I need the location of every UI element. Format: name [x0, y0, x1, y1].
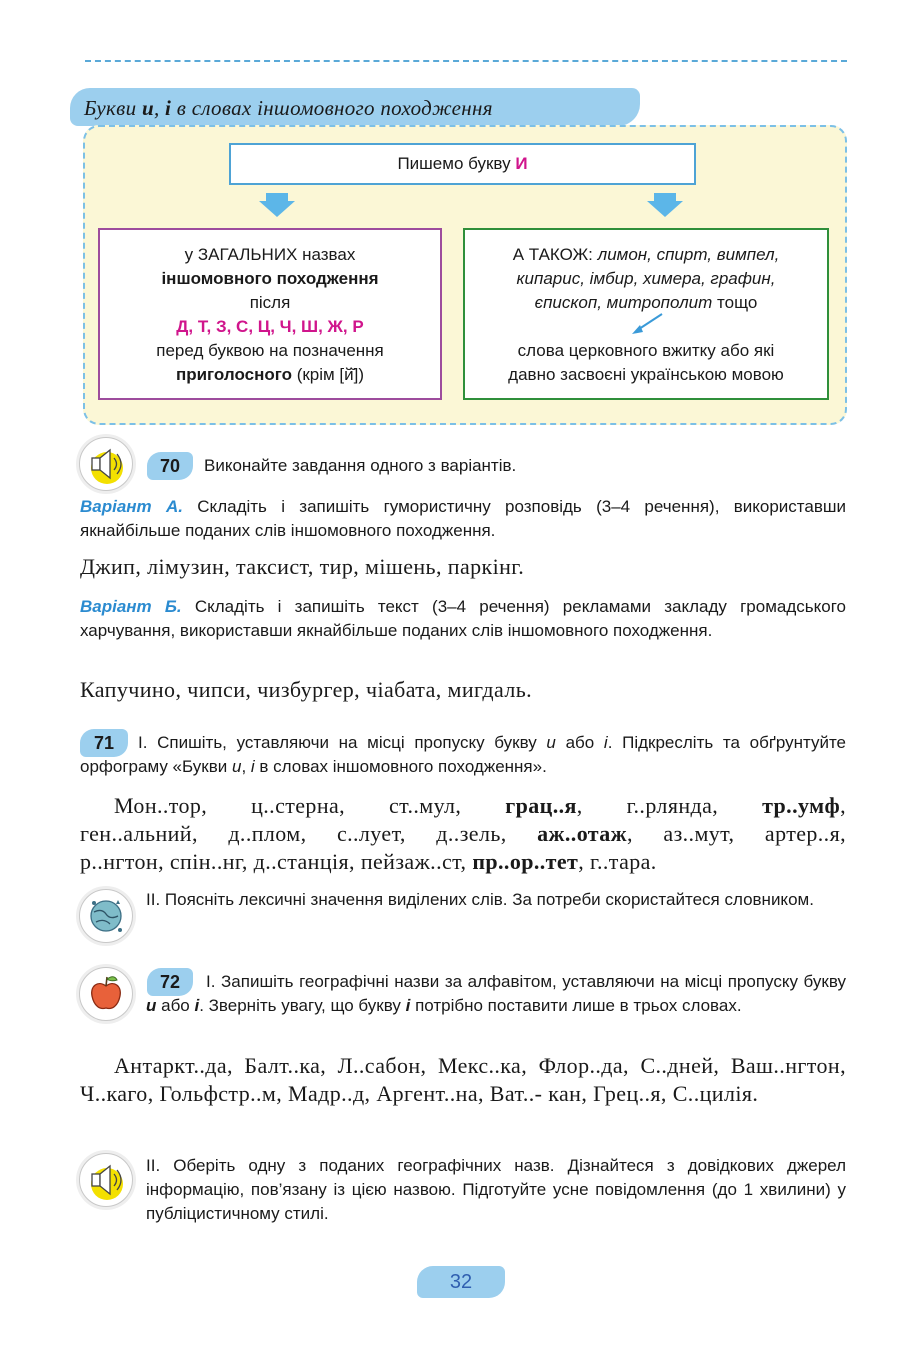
word-group: р..нгтон, спін..нг, д..станція, пейзаж..ст, — [80, 849, 473, 874]
top-dashed-divider — [85, 60, 847, 62]
variant-b-text: Складіть і запишіть текст (3–4 речення) рекламами закладу громадського харчування, використавши якнайбільше поданих слів іншомовного походження. — [80, 597, 846, 640]
rule-top-letter: И — [515, 154, 528, 173]
heading-part: Букви — [84, 96, 142, 120]
rule-right-line: кипарис, імбир, химера, графин, — [516, 269, 776, 288]
task71-text: , — [241, 757, 251, 776]
apple-icon — [79, 967, 133, 1021]
task71-letter: і — [603, 733, 608, 752]
task72-letter: і — [405, 996, 411, 1015]
rule-left-line: у ЗАГАЛЬНИХ назвах — [184, 245, 356, 264]
task71-part1 — [80, 731, 846, 779]
task72-part1 — [146, 970, 846, 1018]
task-number-70: 70 — [147, 452, 193, 480]
task-number-72: 72 — [147, 968, 193, 996]
rule-right-line: слова церковного вжитку або які — [517, 341, 775, 360]
rule-top-text: Пишемо букву — [397, 154, 516, 173]
task72-text: потрібно поставити лише в трьох словах. — [410, 996, 742, 1015]
task71-letter: и — [232, 757, 242, 776]
task71-letter: и — [546, 733, 556, 752]
rule-right-line — [465, 243, 827, 267]
speaker-icon — [79, 437, 133, 491]
variant-a-text: Складіть і запишіть гумористичну розповідь (3–4 речення), використавши якнайбільше поданих слів іншомовного походження. — [80, 497, 846, 540]
rule-left-line: перед буквою на позначення — [156, 341, 384, 360]
task71-text: . Підкресліть та обґрунтуйте орфограму «Букви — [80, 733, 846, 776]
task72-letter: и — [146, 996, 157, 1015]
rule-left-bold: приголосного — [175, 365, 292, 384]
task72-words: Антаркт..да, Балт..ка, Л..сабон, Мекс..ка, Флор..да, С..дней, Ваш..нгтон, Ч..каго, Гольфстр..м, Мадр..д, Аргент..на, Ват..- кан, Грец..я, С..цилія. — [80, 1053, 846, 1106]
word-group: , — [840, 793, 846, 818]
rule-right-rest: тощо — [712, 293, 758, 312]
word-group: Мон..тор, ц..стерна, ст..мул, — [114, 793, 506, 818]
task70-variant-b — [80, 595, 846, 643]
rule-left-line — [100, 363, 440, 387]
heading-letter-y: и — [141, 96, 154, 120]
task-number-71: 71 — [80, 729, 128, 757]
task71-part2: II. Поясніть лексичні значення виділених слів. За потреби скористайтеся словником. — [146, 890, 814, 909]
word-group: , г..тара. — [578, 849, 657, 874]
task71-words-line2 — [80, 820, 846, 848]
highlighted-word: тр..умф — [762, 793, 841, 818]
heading-separator: , — [153, 96, 166, 120]
task71-words-line3 — [80, 848, 846, 876]
globe-icon — [79, 889, 133, 943]
rule-right-prefix: А ТАКОЖ: — [512, 245, 598, 264]
rule-right-line: давно засвоєні українською мовою — [508, 365, 784, 384]
task72-text: або — [156, 996, 195, 1015]
rule-left-box — [98, 228, 442, 400]
task70-variant-b-words: Капучино, чипси, чизбургер, чіабата, мигдаль. — [80, 677, 533, 702]
task72-part2: II. Оберіть одну з поданих географічних назв. Дізнайтеся з довідкових джерел інформацію, пов’язану із цією назвою. Підготуйте усне повідомлення (до 1 хвилини) у публіцистичному стилі. — [146, 1156, 846, 1223]
rule-left-line: іншомовного походження — [161, 269, 379, 288]
speaker-icon — [79, 1153, 133, 1207]
rule-left-rest: (крім [й̆]) — [291, 365, 365, 384]
arrow-down-icon — [266, 193, 288, 201]
arrow-down-icon — [259, 201, 295, 217]
rule-right-examples: єпископ, митрополит — [534, 293, 713, 312]
highlighted-word: пр..ор..тет — [472, 849, 579, 874]
task70-variant-a-words: Джип, лімузин, таксист, тир, мішень, паркінг. — [80, 554, 525, 579]
word-group: ген..альний, д..плом, с..лует, д..зель, — [80, 821, 538, 846]
arrow-down-icon — [654, 193, 676, 201]
arrow-pointer-icon — [628, 311, 668, 337]
highlighted-word: грац..я — [505, 793, 577, 818]
heading-part: в словах іншомовного походження — [171, 96, 493, 120]
task71-text: або — [555, 733, 604, 752]
page-number: 32 — [417, 1266, 505, 1298]
task71-text: I. Спишіть, уставляючи на місці пропуску букву — [138, 733, 547, 752]
word-group: , аз..мут, артер..я, — [627, 821, 846, 846]
rule-top-box — [229, 143, 696, 185]
task71-letter: і — [250, 757, 255, 776]
highlighted-word: аж..отаж — [537, 821, 628, 846]
task71-words-line1 — [80, 792, 846, 820]
rule-left-line: після — [249, 293, 291, 312]
task70-instruction: Виконайте завдання одного з варіантів. — [204, 456, 517, 475]
variant-b-label: Варіант Б. — [80, 597, 182, 616]
variant-a-label: Варіант А. — [80, 497, 183, 516]
section-heading — [84, 96, 493, 121]
task72-letter: і — [194, 996, 200, 1015]
arrow-down-icon — [647, 201, 683, 217]
rule-right-examples: лимон, спирт, вимпел, — [597, 245, 780, 264]
task71-text: в словах іншомовного походження». — [254, 757, 547, 776]
word-group: , г..рлянда, — [576, 793, 763, 818]
task72-text: I. Запишіть географічні назви за алфавітом, уставляючи на місці пропуску букву — [206, 972, 846, 991]
task70-variant-a — [80, 495, 846, 543]
task72-text: . Зверніть увагу, що букву — [199, 996, 406, 1015]
rule-consonants: Д, Т, З, С, Ц, Ч, Ш, Ж, Р — [176, 317, 364, 336]
heading-letter-i: і — [165, 96, 172, 120]
